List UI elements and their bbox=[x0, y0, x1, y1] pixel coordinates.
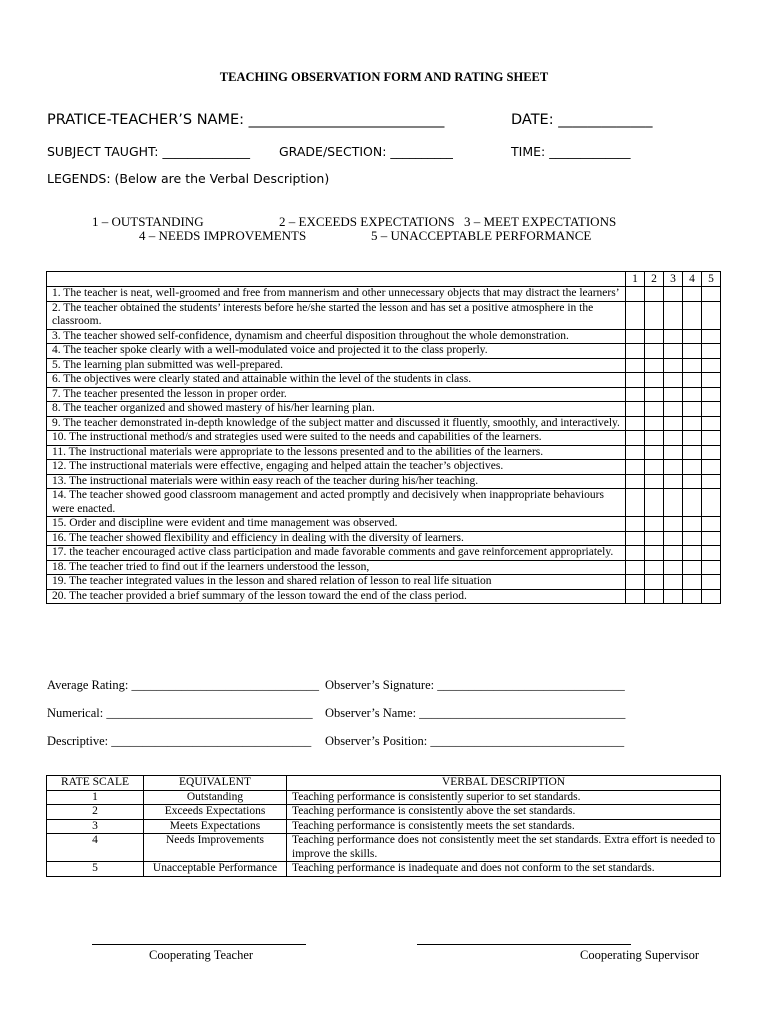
score-cell-2[interactable] bbox=[645, 445, 664, 460]
criteria-row bbox=[47, 531, 721, 546]
scale-equivalent: Outstanding bbox=[144, 790, 287, 805]
criteria-row bbox=[47, 431, 721, 446]
score-cell-4[interactable] bbox=[683, 460, 702, 475]
scale-description: Teaching performance is consistently meets the set standards. bbox=[287, 819, 721, 834]
scale-row bbox=[47, 805, 721, 820]
score-cell-5[interactable] bbox=[702, 373, 721, 388]
score-cell-3[interactable] bbox=[664, 416, 683, 431]
score-cell-4[interactable] bbox=[683, 402, 702, 417]
criteria-text: 17. the teacher encouraged active class participation and made favorable comments and gave reinforcement appropriately. bbox=[47, 546, 626, 561]
score-cell-4[interactable] bbox=[683, 575, 702, 590]
score-cell-4[interactable] bbox=[683, 431, 702, 446]
score-cell-5[interactable] bbox=[702, 287, 721, 302]
criteria-row bbox=[47, 416, 721, 431]
observer-position-field[interactable]: Observer’s Position: _______________________________ bbox=[325, 734, 625, 748]
scale-equivalent: Exceeds Expectations bbox=[144, 805, 287, 820]
score-cell-3[interactable] bbox=[664, 517, 683, 532]
score-cell-4[interactable] bbox=[683, 387, 702, 402]
score-cell-5[interactable] bbox=[702, 445, 721, 460]
criteria-text: 9. The teacher demonstrated in-depth knowledge of the subject matter and discussed it fluently, smoothly, and interactively. bbox=[47, 416, 626, 431]
score-cell-2[interactable] bbox=[645, 589, 664, 604]
score-cell-4[interactable] bbox=[683, 589, 702, 604]
score-cell-5[interactable] bbox=[702, 575, 721, 590]
criteria-row bbox=[47, 287, 721, 302]
criteria-header-blank bbox=[47, 272, 626, 287]
score-cell-3[interactable] bbox=[664, 474, 683, 489]
score-cell-4[interactable] bbox=[683, 287, 702, 302]
cooperating-teacher-signature-line[interactable] bbox=[92, 944, 306, 945]
score-cell-2[interactable] bbox=[645, 546, 664, 561]
score-cell-1[interactable] bbox=[626, 358, 645, 373]
criteria-header-row bbox=[47, 272, 721, 287]
score-cell-2[interactable] bbox=[645, 431, 664, 446]
score-cell-3[interactable] bbox=[664, 575, 683, 590]
score-cell-1[interactable] bbox=[626, 402, 645, 417]
score-cell-3[interactable] bbox=[664, 373, 683, 388]
score-header-3: 3 bbox=[664, 272, 683, 287]
score-cell-3[interactable] bbox=[664, 301, 683, 329]
score-cell-1[interactable] bbox=[626, 575, 645, 590]
score-cell-1[interactable] bbox=[626, 287, 645, 302]
score-cell-2[interactable] bbox=[645, 358, 664, 373]
scale-rate: 1 bbox=[47, 790, 144, 805]
score-cell-2[interactable] bbox=[645, 460, 664, 475]
score-cell-4[interactable] bbox=[683, 329, 702, 344]
score-cell-1[interactable] bbox=[626, 445, 645, 460]
criteria-text: 5. The learning plan submitted was well-prepared. bbox=[47, 358, 626, 373]
criteria-text: 10. The instructional method/s and strategies used were suited to the needs and capabilities of the learners. bbox=[47, 431, 626, 446]
subject-field[interactable]: SUBJECT TAUGHT: ______________ bbox=[47, 144, 250, 159]
scale-rate: 5 bbox=[47, 862, 144, 877]
score-cell-4[interactable] bbox=[683, 474, 702, 489]
score-cell-3[interactable] bbox=[664, 589, 683, 604]
criteria-text: 4. The teacher spoke clearly with a well-modulated voice and projected it to the class properly. bbox=[47, 344, 626, 359]
legend-item-1: 1 – OUTSTANDING bbox=[92, 214, 204, 229]
criteria-row bbox=[47, 373, 721, 388]
score-cell-3[interactable] bbox=[664, 387, 683, 402]
score-cell-1[interactable] bbox=[626, 546, 645, 561]
date-field[interactable]: DATE: _____________ bbox=[511, 112, 653, 128]
score-cell-3[interactable] bbox=[664, 489, 683, 517]
score-cell-1[interactable] bbox=[626, 460, 645, 475]
observer-name-field[interactable]: Observer’s Name: _________________________________ bbox=[325, 706, 626, 720]
scale-header-equivalent: EQUIVALENT bbox=[144, 776, 287, 791]
cooperating-supervisor-label: Cooperating Supervisor bbox=[580, 948, 700, 962]
criteria-text: 7. The teacher presented the lesson in proper order. bbox=[47, 387, 626, 402]
score-cell-1[interactable] bbox=[626, 474, 645, 489]
score-cell-5[interactable] bbox=[702, 474, 721, 489]
score-cell-1[interactable] bbox=[626, 344, 645, 359]
rate-scale-table bbox=[46, 775, 721, 877]
score-cell-5[interactable] bbox=[702, 589, 721, 604]
score-cell-2[interactable] bbox=[645, 329, 664, 344]
score-cell-4[interactable] bbox=[683, 445, 702, 460]
score-cell-5[interactable] bbox=[702, 329, 721, 344]
criteria-text: 12. The instructional materials were effective, engaging and helped attain the teacher’s objectives. bbox=[47, 460, 626, 475]
legends-heading: LEGENDS: (Below are the Verbal Description) bbox=[47, 171, 330, 186]
score-cell-5[interactable] bbox=[702, 517, 721, 532]
scale-rate: 4 bbox=[47, 834, 144, 862]
score-cell-3[interactable] bbox=[664, 531, 683, 546]
score-cell-3[interactable] bbox=[664, 560, 683, 575]
legend-item-2: 2 – EXCEEDS EXPECTATIONS bbox=[279, 214, 455, 229]
score-cell-4[interactable] bbox=[683, 416, 702, 431]
criteria-text: 18. The teacher tried to find out if the learners understood the lesson, bbox=[47, 560, 626, 575]
score-cell-5[interactable] bbox=[702, 546, 721, 561]
score-header-2: 2 bbox=[645, 272, 664, 287]
score-cell-2[interactable] bbox=[645, 575, 664, 590]
score-header-4: 4 bbox=[683, 272, 702, 287]
scale-equivalent: Meets Expectations bbox=[144, 819, 287, 834]
score-cell-3[interactable] bbox=[664, 402, 683, 417]
score-cell-2[interactable] bbox=[645, 387, 664, 402]
score-cell-4[interactable] bbox=[683, 358, 702, 373]
legend-item-3: 3 – MEET EXPECTATIONS bbox=[464, 214, 617, 229]
score-cell-3[interactable] bbox=[664, 546, 683, 561]
score-cell-5[interactable] bbox=[702, 531, 721, 546]
score-cell-5[interactable] bbox=[702, 560, 721, 575]
score-cell-5[interactable] bbox=[702, 460, 721, 475]
score-cell-4[interactable] bbox=[683, 560, 702, 575]
criteria-row bbox=[47, 301, 721, 329]
score-header-1: 1 bbox=[626, 272, 645, 287]
legend-item-5: 5 – UNACCEPTABLE PERFORMANCE bbox=[371, 228, 592, 243]
score-cell-3[interactable] bbox=[664, 329, 683, 344]
scale-description: Teaching performance does not consistently meet the set standards. Extra effort is needed to improve the skills. bbox=[287, 834, 721, 862]
criteria-text: 2. The teacher obtained the students’ interests before he/she started the lesson and has set a positive atmosphere in the classroom. bbox=[47, 301, 626, 329]
criteria-row bbox=[47, 445, 721, 460]
scale-row bbox=[47, 819, 721, 834]
score-cell-1[interactable] bbox=[626, 387, 645, 402]
score-cell-5[interactable] bbox=[702, 416, 721, 431]
numerical-field[interactable]: Numerical: _________________________________ bbox=[47, 706, 313, 720]
scale-description: Teaching performance is inadequate and does not conform to the set standards. bbox=[287, 862, 721, 877]
form-title: TEACHING OBSERVATION FORM AND RATING SHEET bbox=[219, 70, 549, 84]
score-cell-4[interactable] bbox=[683, 373, 702, 388]
score-cell-1[interactable] bbox=[626, 489, 645, 517]
score-cell-1[interactable] bbox=[626, 531, 645, 546]
score-cell-5[interactable] bbox=[702, 344, 721, 359]
criteria-row bbox=[47, 474, 721, 489]
criteria-table bbox=[46, 271, 721, 604]
criteria-text: 3. The teacher showed self-confidence, dynamism and cheerful disposition throughout the whole demonstration. bbox=[47, 329, 626, 344]
criteria-row bbox=[47, 402, 721, 417]
criteria-row bbox=[47, 329, 721, 344]
score-cell-5[interactable] bbox=[702, 387, 721, 402]
score-cell-1[interactable] bbox=[626, 517, 645, 532]
score-cell-1[interactable] bbox=[626, 560, 645, 575]
score-cell-1[interactable] bbox=[626, 416, 645, 431]
descriptive-field[interactable]: Descriptive: ________________________________ bbox=[47, 734, 312, 748]
score-cell-3[interactable] bbox=[664, 358, 683, 373]
scale-row bbox=[47, 790, 721, 805]
criteria-row bbox=[47, 358, 721, 373]
scale-rate: 2 bbox=[47, 805, 144, 820]
criteria-row bbox=[47, 489, 721, 517]
criteria-text: 19. The teacher integrated values in the lesson and shared relation of lesson to real life situation bbox=[47, 575, 626, 590]
scale-row bbox=[47, 834, 721, 862]
scale-header-row bbox=[47, 776, 721, 791]
scale-description: Teaching performance is consistently superior to set standards. bbox=[287, 790, 721, 805]
criteria-text: 13. The instructional materials were within easy reach of the teacher during his/her teaching. bbox=[47, 474, 626, 489]
score-cell-3[interactable] bbox=[664, 445, 683, 460]
criteria-text: 6. The objectives were clearly stated and attainable within the level of the students in class. bbox=[47, 373, 626, 388]
score-cell-3[interactable] bbox=[664, 287, 683, 302]
cooperating-supervisor-signature-line[interactable] bbox=[417, 944, 631, 945]
scale-equivalent: Unacceptable Performance bbox=[144, 862, 287, 877]
criteria-row bbox=[47, 387, 721, 402]
score-cell-3[interactable] bbox=[664, 431, 683, 446]
score-cell-4[interactable] bbox=[683, 531, 702, 546]
average-rating-field[interactable]: Average Rating: ______________________________ bbox=[47, 678, 319, 692]
criteria-text: 15. Order and discipline were evident and time management was observed. bbox=[47, 517, 626, 532]
score-cell-2[interactable] bbox=[645, 344, 664, 359]
score-cell-4[interactable] bbox=[683, 344, 702, 359]
scale-row bbox=[47, 862, 721, 877]
observer-signature-field[interactable]: Observer’s Signature: ______________________________ bbox=[325, 678, 625, 692]
score-cell-2[interactable] bbox=[645, 373, 664, 388]
scale-header-rate: RATE SCALE bbox=[47, 776, 144, 791]
criteria-text: 14. The teacher showed good classroom management and acted promptly and decisively when inappropriate behaviours were enacted. bbox=[47, 489, 626, 517]
score-cell-2[interactable] bbox=[645, 287, 664, 302]
grade-section-field[interactable]: GRADE/SECTION: __________ bbox=[279, 144, 453, 159]
score-cell-4[interactable] bbox=[683, 517, 702, 532]
scale-header-description: VERBAL DESCRIPTION bbox=[287, 776, 721, 791]
score-cell-1[interactable] bbox=[626, 301, 645, 329]
score-cell-5[interactable] bbox=[702, 431, 721, 446]
score-cell-5[interactable] bbox=[702, 358, 721, 373]
criteria-text: 20. The teacher provided a brief summary of the lesson toward the end of the class period. bbox=[47, 589, 626, 604]
criteria-row bbox=[47, 344, 721, 359]
criteria-text: 11. The instructional materials were appropriate to the lessons presented and to the abilities of the learners. bbox=[47, 445, 626, 460]
criteria-row bbox=[47, 589, 721, 604]
score-cell-1[interactable] bbox=[626, 373, 645, 388]
score-cell-4[interactable] bbox=[683, 301, 702, 329]
time-field[interactable]: TIME: _____________ bbox=[511, 144, 631, 159]
score-cell-2[interactable] bbox=[645, 560, 664, 575]
score-cell-2[interactable] bbox=[645, 474, 664, 489]
criteria-row bbox=[47, 575, 721, 590]
score-cell-2[interactable] bbox=[645, 517, 664, 532]
score-cell-2[interactable] bbox=[645, 301, 664, 329]
criteria-text: 1. The teacher is neat, well-groomed and free from mannerism and other unnecessary objects that may distract the learners’ bbox=[47, 287, 626, 302]
criteria-row bbox=[47, 460, 721, 475]
score-cell-5[interactable] bbox=[702, 301, 721, 329]
scale-description: Teaching performance is consistently above the set standards. bbox=[287, 805, 721, 820]
criteria-row bbox=[47, 560, 721, 575]
score-cell-4[interactable] bbox=[683, 489, 702, 517]
legend-item-4: 4 – NEEDS IMPROVEMENTS bbox=[139, 228, 307, 243]
scale-equivalent: Needs Improvements bbox=[144, 834, 287, 862]
score-cell-4[interactable] bbox=[683, 546, 702, 561]
score-cell-2[interactable] bbox=[645, 402, 664, 417]
score-cell-5[interactable] bbox=[702, 489, 721, 517]
score-cell-2[interactable] bbox=[645, 531, 664, 546]
score-header-5: 5 bbox=[702, 272, 721, 287]
score-cell-2[interactable] bbox=[645, 416, 664, 431]
criteria-row bbox=[47, 546, 721, 561]
score-cell-5[interactable] bbox=[702, 402, 721, 417]
teacher-name-field[interactable]: PRATICE-TEACHER’S NAME: ___________________________ bbox=[47, 112, 445, 128]
scale-rate: 3 bbox=[47, 819, 144, 834]
score-cell-2[interactable] bbox=[645, 489, 664, 517]
criteria-text: 8. The teacher organized and showed mastery of his/her learning plan. bbox=[47, 402, 626, 417]
score-cell-3[interactable] bbox=[664, 460, 683, 475]
score-cell-1[interactable] bbox=[626, 589, 645, 604]
score-cell-1[interactable] bbox=[626, 329, 645, 344]
criteria-row bbox=[47, 517, 721, 532]
criteria-text: 16. The teacher showed flexibility and efficiency in dealing with the diversity of learners. bbox=[47, 531, 626, 546]
score-cell-3[interactable] bbox=[664, 344, 683, 359]
score-cell-1[interactable] bbox=[626, 431, 645, 446]
cooperating-teacher-label: Cooperating Teacher bbox=[149, 948, 254, 962]
